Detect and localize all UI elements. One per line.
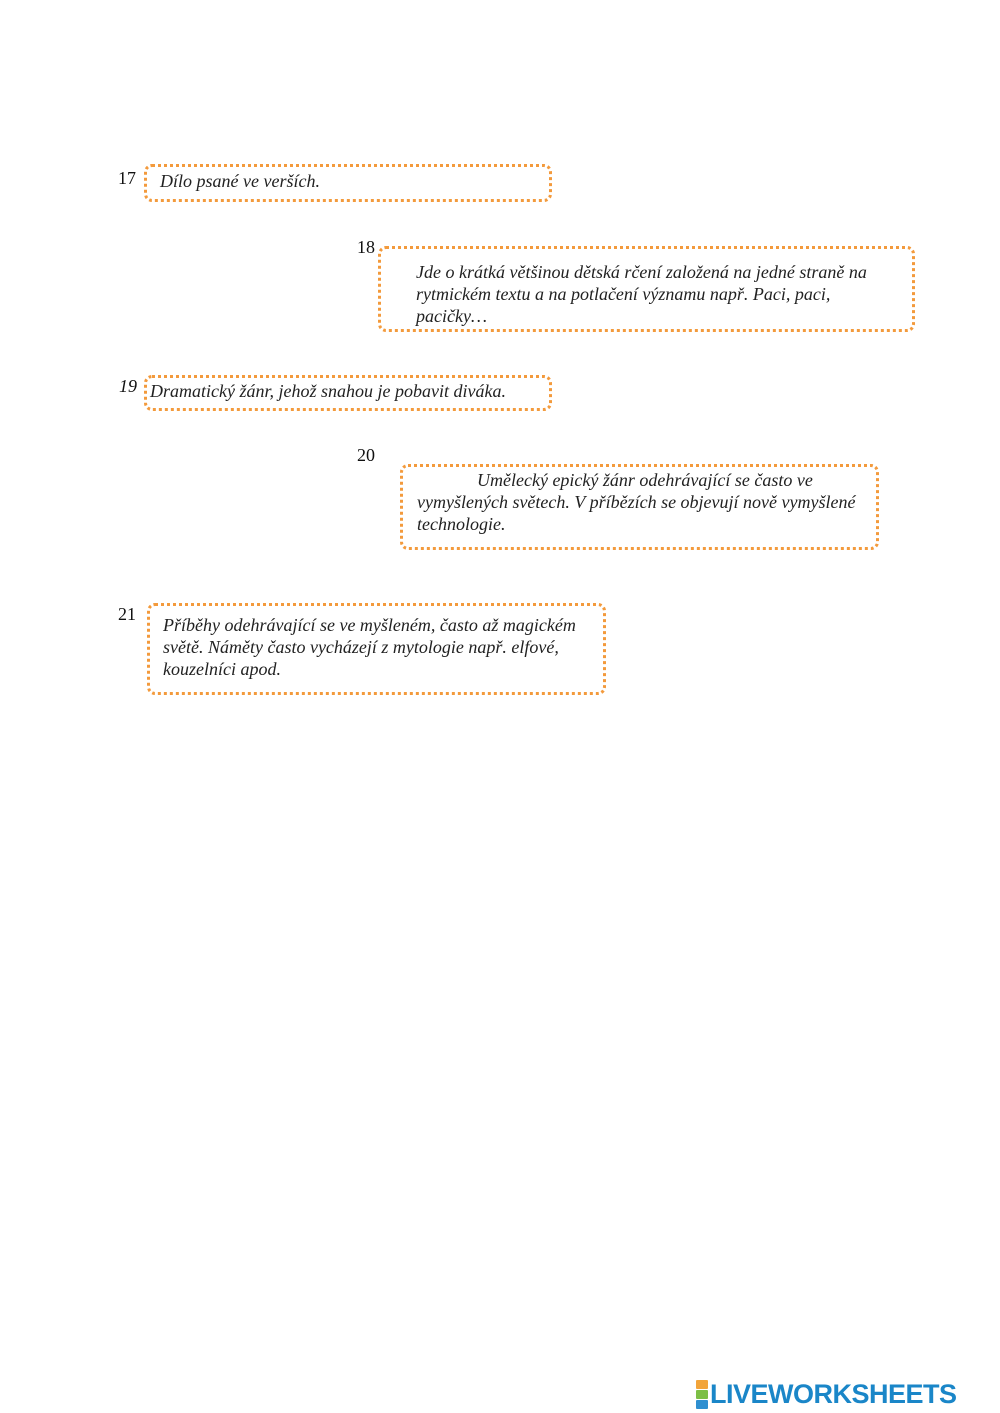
logo-text: LIVEWORKSHEETS [710,1379,957,1409]
item-number-18: 18 [357,237,375,257]
answer-box-17[interactable] [144,164,552,202]
logo-mark-bottom [696,1400,708,1409]
item-number-20: 20 [357,445,375,465]
liveworksheets-logo [696,1378,957,1410]
answer-box-21[interactable] [147,603,606,695]
item-text-17: Dílo psané ve verších. [160,171,320,191]
item-number-21: 21 [118,604,136,624]
answer-box-18[interactable] [378,246,915,332]
answer-box-20[interactable] [400,464,879,550]
logo-mark-middle [696,1390,708,1399]
item-text-19: Dramatický žánr, jehož snahou je pobavit diváka. [150,381,506,401]
item-number-19: 19 [119,376,137,396]
item-number-17: 17 [118,168,136,188]
item-text-20: Umělecký epický žánr odehrávající se často ve vymyšlených světech. V příbězích se objevují nově vymyšlené technologie. [417,470,856,534]
item-text-18: Jde o krátká většinou dětská rčení založená na jedné straně na rytmickém textu a na potlačení významu např. Paci, paci, pacičky… [416,262,867,326]
answer-box-19[interactable] [144,375,552,411]
logo-mark-top [696,1380,708,1389]
item-text-21: Příběhy odehrávající se ve myšleném, často až magickém světě. Náměty často vycházejí z mytologie např. elfové, kouzelníci apod. [163,615,576,679]
liveworksheets-logo-icon [696,1380,708,1409]
